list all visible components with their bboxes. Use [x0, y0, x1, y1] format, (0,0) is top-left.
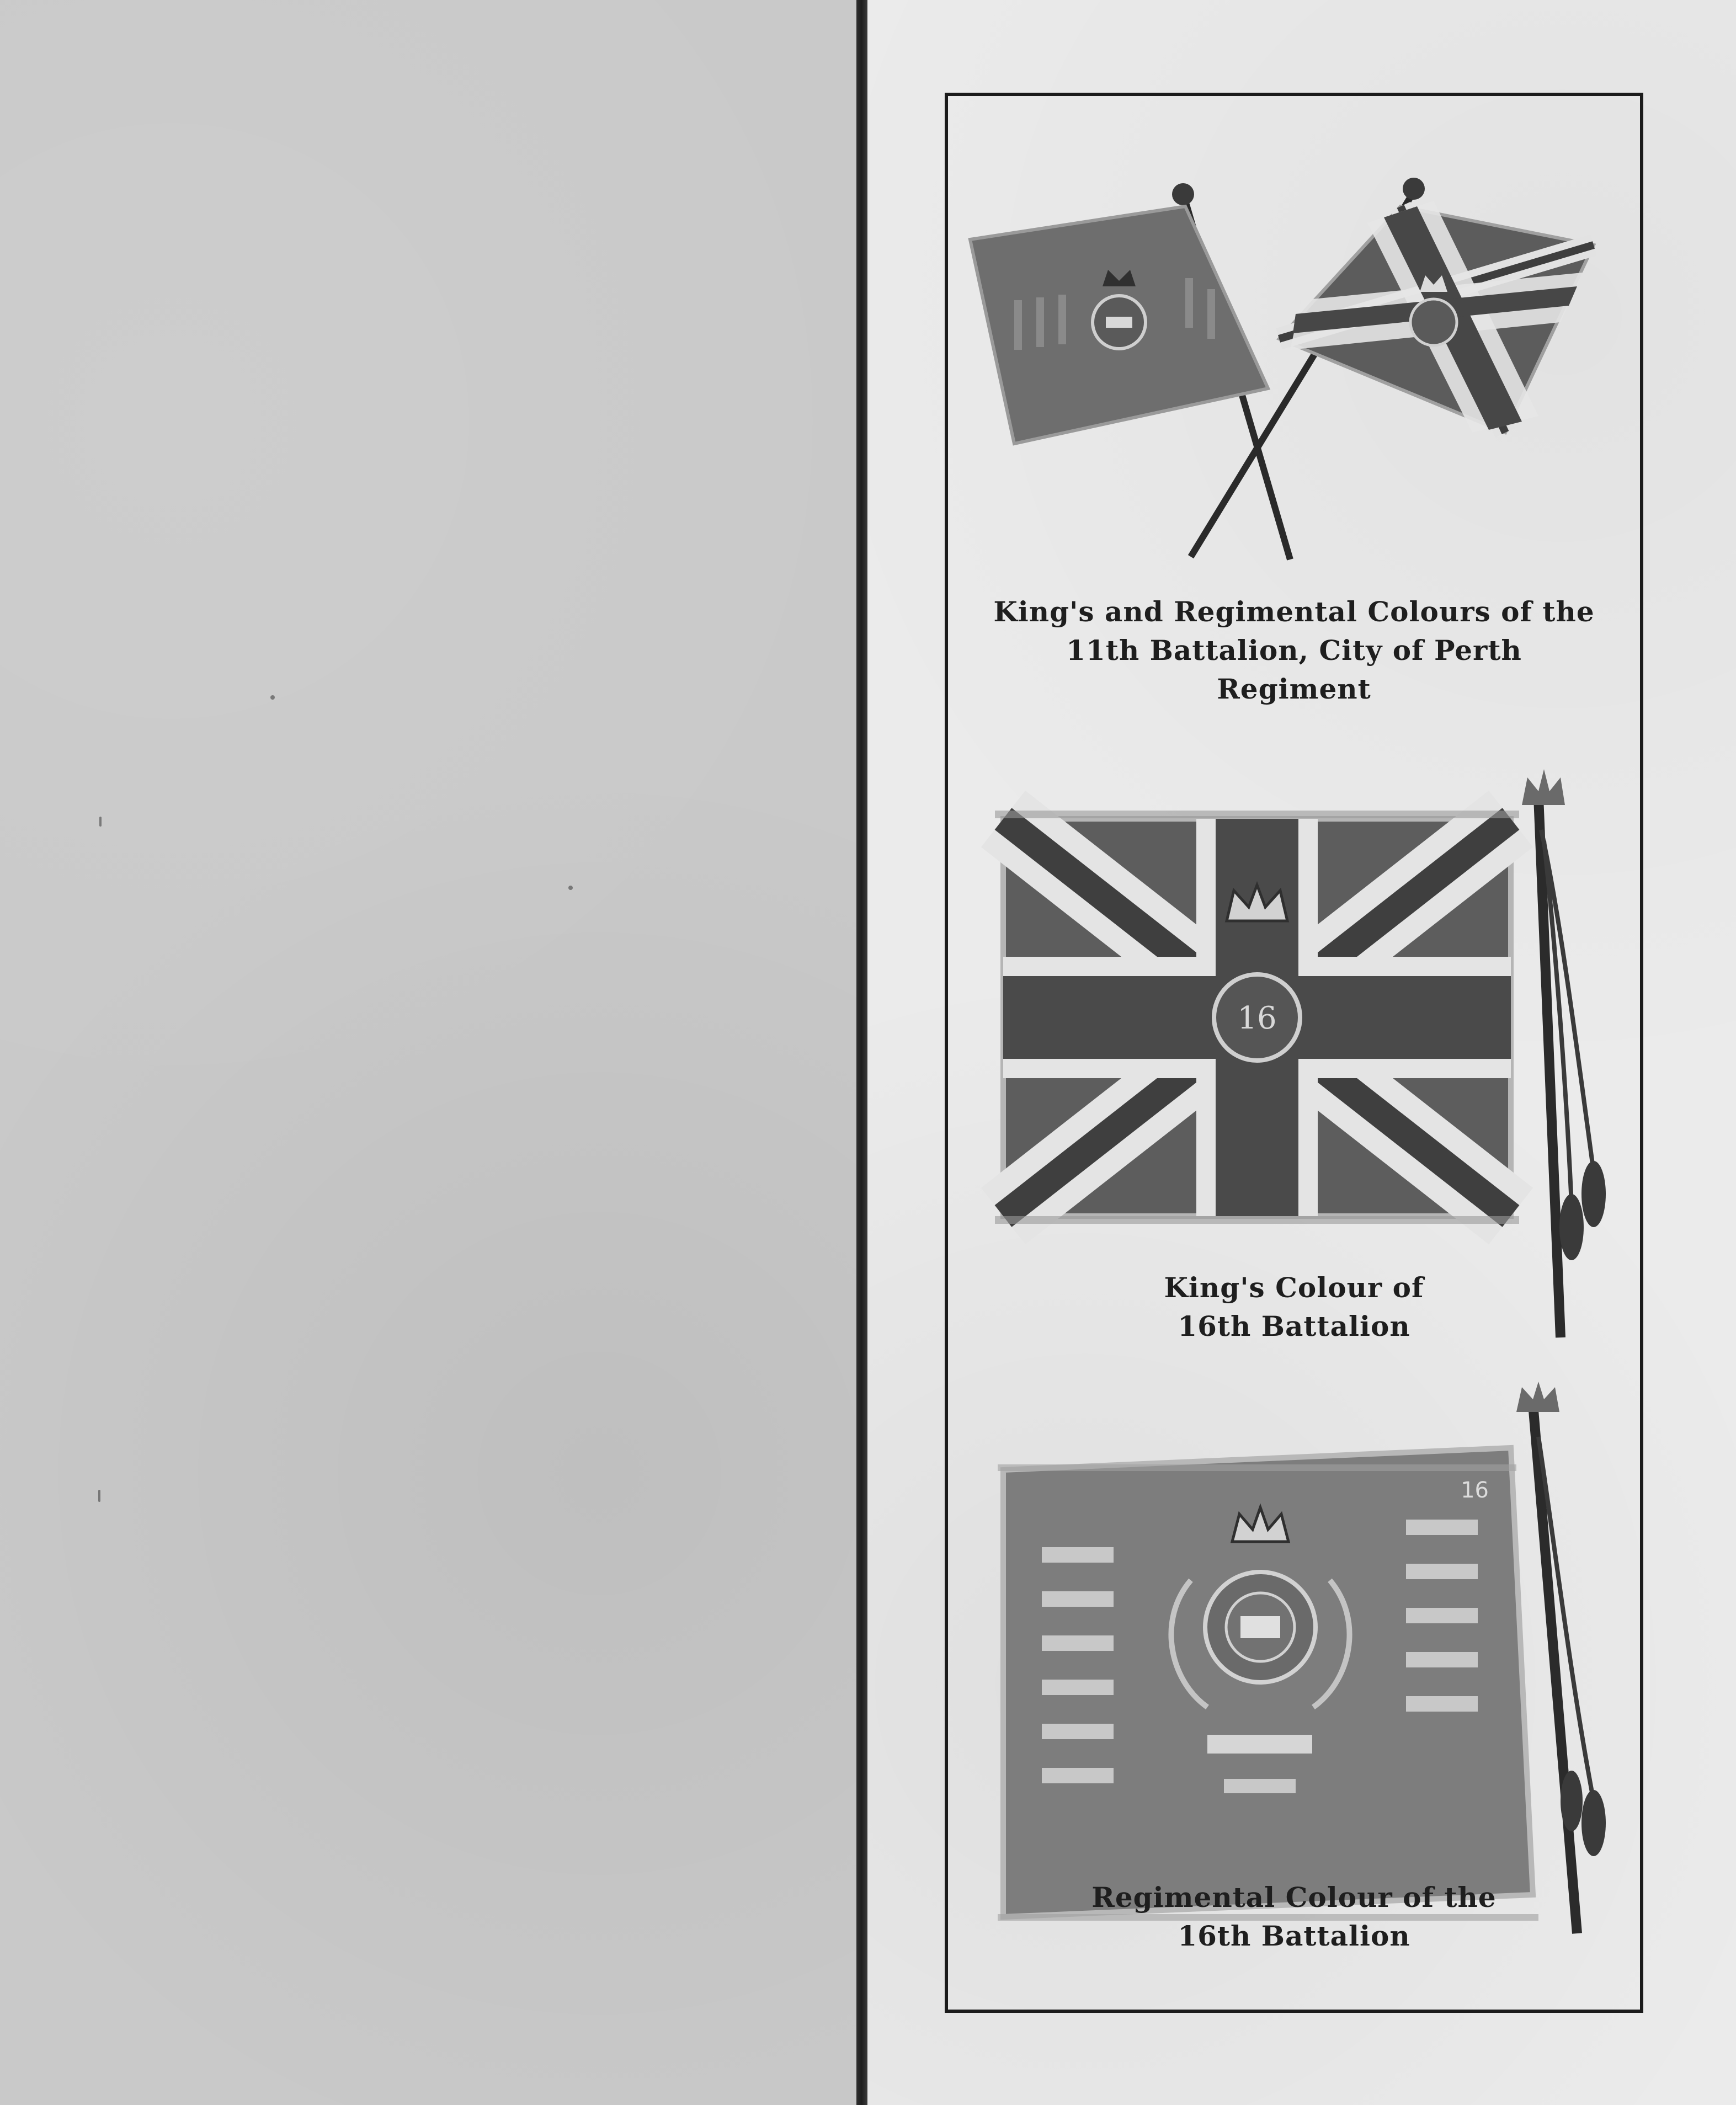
caption-line: 16th Battalion — [1178, 1920, 1410, 1952]
staff-finial — [1522, 769, 1565, 805]
crossed-flags-illustration — [948, 157, 1640, 576]
regimental-colour-11th — [970, 206, 1268, 444]
kings-colour-11th — [1279, 201, 1594, 433]
book-gutter — [856, 0, 867, 2105]
colour-tassel — [1559, 1194, 1584, 1260]
regimental-colour-number: 16 — [1461, 1478, 1489, 1503]
plate-regimental-colour-16th — [948, 1382, 1640, 1961]
colour-tassel — [1581, 1790, 1606, 1856]
paper-speck — [568, 886, 573, 890]
paper-speck — [270, 695, 275, 700]
plate-kings-colour-16th — [948, 753, 1640, 1349]
kings-colour-16th — [995, 811, 1519, 1224]
caption-line: King's Colour of — [1164, 1271, 1424, 1304]
union-flag-illustration — [948, 753, 1640, 1349]
staff-finial — [1403, 178, 1425, 200]
plates-frame — [945, 93, 1643, 2013]
caption-line: 16th Battalion — [1178, 1310, 1410, 1342]
caption-line: 11th Battalion, City of Perth — [1066, 634, 1522, 667]
staff-finial — [1516, 1382, 1559, 1412]
caption-regimental-colour-16th — [948, 1878, 1640, 1955]
plate-11th-battalion-colours — [948, 157, 1640, 576]
blank-left-page — [0, 0, 856, 2105]
regimental-colour-16th — [998, 1448, 1538, 1921]
colour-tassel — [1581, 1161, 1606, 1227]
kings-colour-number: 16 — [1237, 1000, 1277, 1036]
caption-line: Regiment — [1217, 673, 1371, 705]
caption-line: Regimental Colour of the — [1091, 1881, 1497, 1914]
staff-finial — [1172, 183, 1194, 205]
caption-kings-colour-16th — [948, 1269, 1640, 1346]
caption-11th-battalion-colours — [948, 593, 1640, 708]
paper-speck — [99, 817, 102, 827]
colour-tassel — [1561, 1771, 1583, 1831]
regimental-flag-illustration — [948, 1382, 1640, 1961]
plates-page — [867, 0, 1736, 2105]
caption-line: King's and Regimental Colours of the — [993, 595, 1595, 628]
paper-speck — [98, 1490, 100, 1502]
